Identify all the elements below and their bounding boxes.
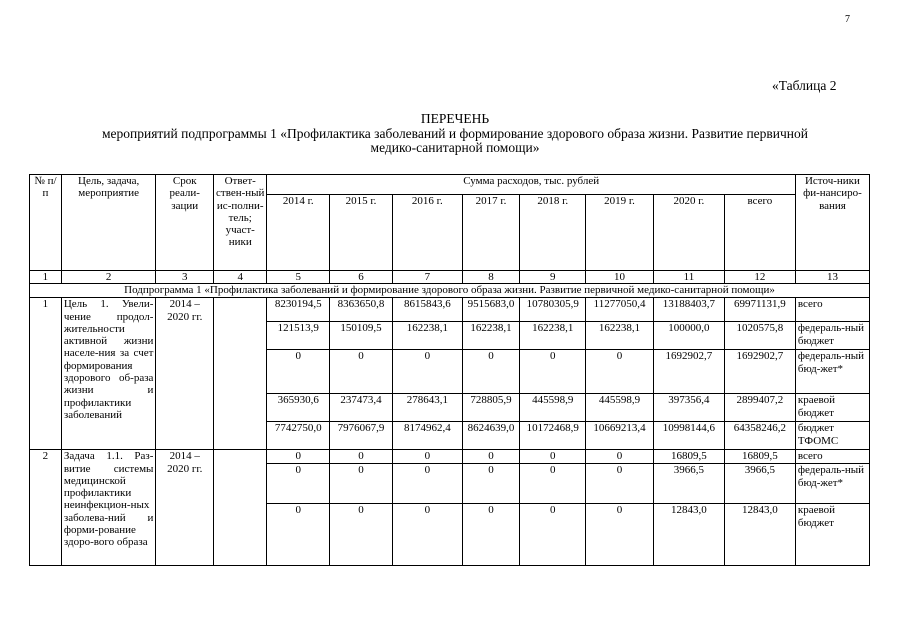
column-number: 13: [795, 271, 869, 284]
funding-source: краевой бюджет: [795, 504, 869, 566]
measure-name: Задача 1.1. Раз-витие системы медицинской профилактики неинфекцион-ных заболева-ний и форми-рование здоро-вого образа: [61, 450, 156, 566]
measure-term: 2014 – 2020 гг.: [156, 450, 214, 566]
heading-title: ПЕРЕЧЕНЬ: [420, 111, 490, 126]
value-cell: 162238,1: [462, 322, 520, 350]
value-cell: 237473,4: [330, 394, 393, 422]
funding-source: федераль-ный бюд-жет*: [795, 464, 869, 504]
header-goal: Цель, задача, мероприятие: [61, 175, 156, 271]
value-cell: 10780305,9: [520, 298, 586, 322]
value-cell: 64358246,2: [724, 422, 795, 450]
value-cell: 16809,5: [653, 450, 724, 464]
value-cell: 0: [462, 450, 520, 464]
value-cell: 0: [392, 504, 462, 566]
column-number: 8: [462, 271, 520, 284]
column-number: 3: [156, 271, 214, 284]
heading-line-1: мероприятий подпрограммы 1 «Профилактика заболеваний и формирование здорового образа жизни. Развитие первичной: [101, 125, 809, 141]
measures-table: [29, 174, 870, 566]
value-cell: 0: [330, 464, 393, 504]
value-cell: 8615843,6: [392, 298, 462, 322]
header-responsible: Ответ-ствен-ный ис-полни-тель; участ-ники: [214, 175, 267, 271]
value-cell: 1692902,7: [653, 350, 724, 394]
value-cell: 10998144,6: [653, 422, 724, 450]
row-number: 2: [30, 450, 62, 566]
funding-source: всего: [795, 450, 869, 464]
value-cell: 0: [330, 450, 393, 464]
value-cell: 8174962,4: [392, 422, 462, 450]
column-number: 4: [214, 271, 267, 284]
column-number: 1: [30, 271, 62, 284]
measure-term: 2014 – 2020 гг.: [156, 298, 214, 450]
value-cell: 397356,4: [653, 394, 724, 422]
document-heading: [60, 112, 850, 156]
value-cell: 0: [392, 464, 462, 504]
page-number: 7: [845, 14, 850, 25]
value-cell: 11277050,4: [586, 298, 654, 322]
table-row: [30, 298, 870, 322]
header-year: 2019 г.: [586, 195, 654, 271]
column-number: 10: [586, 271, 654, 284]
funding-source: федераль-ный бюджет: [795, 322, 869, 350]
value-cell: 0: [520, 504, 586, 566]
value-cell: 365930,6: [267, 394, 330, 422]
value-cell: 0: [520, 464, 586, 504]
value-cell: 0: [520, 450, 586, 464]
measure-responsible: [214, 450, 267, 566]
row-number: 1: [30, 298, 62, 450]
value-cell: 445598,9: [520, 394, 586, 422]
value-cell: 278643,1: [392, 394, 462, 422]
header-term: Срок реали-зации: [156, 175, 214, 271]
value-cell: 0: [392, 350, 462, 394]
funding-source: бюджет ТФОМС: [795, 422, 869, 450]
value-cell: 10669213,4: [586, 422, 654, 450]
value-cell: 728805,9: [462, 394, 520, 422]
value-cell: 69971131,9: [724, 298, 795, 322]
value-cell: 1692902,7: [724, 350, 795, 394]
value-cell: 0: [586, 464, 654, 504]
column-number: 11: [653, 271, 724, 284]
value-cell: 162238,1: [520, 322, 586, 350]
table-reference: «Таблица 2: [772, 78, 837, 93]
table-row: [30, 450, 870, 464]
value-cell: 16809,5: [724, 450, 795, 464]
value-cell: 10172468,9: [520, 422, 586, 450]
value-cell: 9515683,0: [462, 298, 520, 322]
value-cell: 3966,5: [653, 464, 724, 504]
column-number: 9: [520, 271, 586, 284]
column-number: 5: [267, 271, 330, 284]
value-cell: 8230194,5: [267, 298, 330, 322]
value-cell: 2899407,2: [724, 394, 795, 422]
value-cell: 0: [586, 350, 654, 394]
column-number: 2: [61, 271, 156, 284]
value-cell: 162238,1: [586, 322, 654, 350]
value-cell: 0: [462, 504, 520, 566]
value-cell: 0: [586, 450, 654, 464]
value-cell: 162238,1: [392, 322, 462, 350]
value-cell: 7742750,0: [267, 422, 330, 450]
value-cell: 0: [267, 504, 330, 566]
value-cell: 0: [586, 504, 654, 566]
value-cell: 0: [330, 350, 393, 394]
funding-source: федераль-ный бюд-жет*: [795, 350, 869, 394]
header-num: № п/п: [30, 175, 62, 271]
measure-name: Цель 1. Увели-чение продол-жительности активной жизни населе-ния за счет формирования здорового об-раза жизни и профилактики заболеваний: [61, 298, 156, 450]
value-cell: 8363650,8: [330, 298, 393, 322]
value-cell: 12843,0: [724, 504, 795, 566]
value-cell: 150109,5: [330, 322, 393, 350]
funding-source: краевой бюджет: [795, 394, 869, 422]
header-total: всего: [724, 195, 795, 271]
value-cell: 8624639,0: [462, 422, 520, 450]
header-row-top: [30, 175, 870, 195]
heading-line-2: медико-санитарной помощи»: [370, 140, 540, 155]
value-cell: 0: [520, 350, 586, 394]
header-year: 2017 г.: [462, 195, 520, 271]
value-cell: 7976067,9: [330, 422, 393, 450]
value-cell: 3966,5: [724, 464, 795, 504]
value-cell: 0: [462, 464, 520, 504]
table-body: [30, 175, 870, 566]
value-cell: 12843,0: [653, 504, 724, 566]
subprogram-row: [30, 284, 870, 298]
column-number-row: [30, 271, 870, 284]
header-year: 2020 г.: [653, 195, 724, 271]
value-cell: 445598,9: [586, 394, 654, 422]
header-year: 2014 г.: [267, 195, 330, 271]
header-year: 2018 г.: [520, 195, 586, 271]
header-year: 2016 г.: [392, 195, 462, 271]
header-year: 2015 г.: [330, 195, 393, 271]
measure-responsible: [214, 298, 267, 450]
value-cell: 1020575,8: [724, 322, 795, 350]
value-cell: 13188403,7: [653, 298, 724, 322]
value-cell: 100000,0: [653, 322, 724, 350]
column-number: 6: [330, 271, 393, 284]
column-number: 12: [724, 271, 795, 284]
header-source: Источ-ники фи-нансиро-вания: [795, 175, 869, 271]
value-cell: 0: [392, 450, 462, 464]
header-sum: Сумма расходов, тыс. рублей: [267, 175, 795, 195]
value-cell: 0: [267, 450, 330, 464]
subprogram-title: Подпрограмма 1 «Профилактика заболеваний и формирование здорового образа жизни. Развитие первичной медико-санитарной помощи»: [30, 284, 870, 298]
value-cell: 0: [267, 350, 330, 394]
column-number: 7: [392, 271, 462, 284]
value-cell: 121513,9: [267, 322, 330, 350]
value-cell: 0: [267, 464, 330, 504]
funding-source: всего: [795, 298, 869, 322]
value-cell: 0: [330, 504, 393, 566]
value-cell: 0: [462, 350, 520, 394]
